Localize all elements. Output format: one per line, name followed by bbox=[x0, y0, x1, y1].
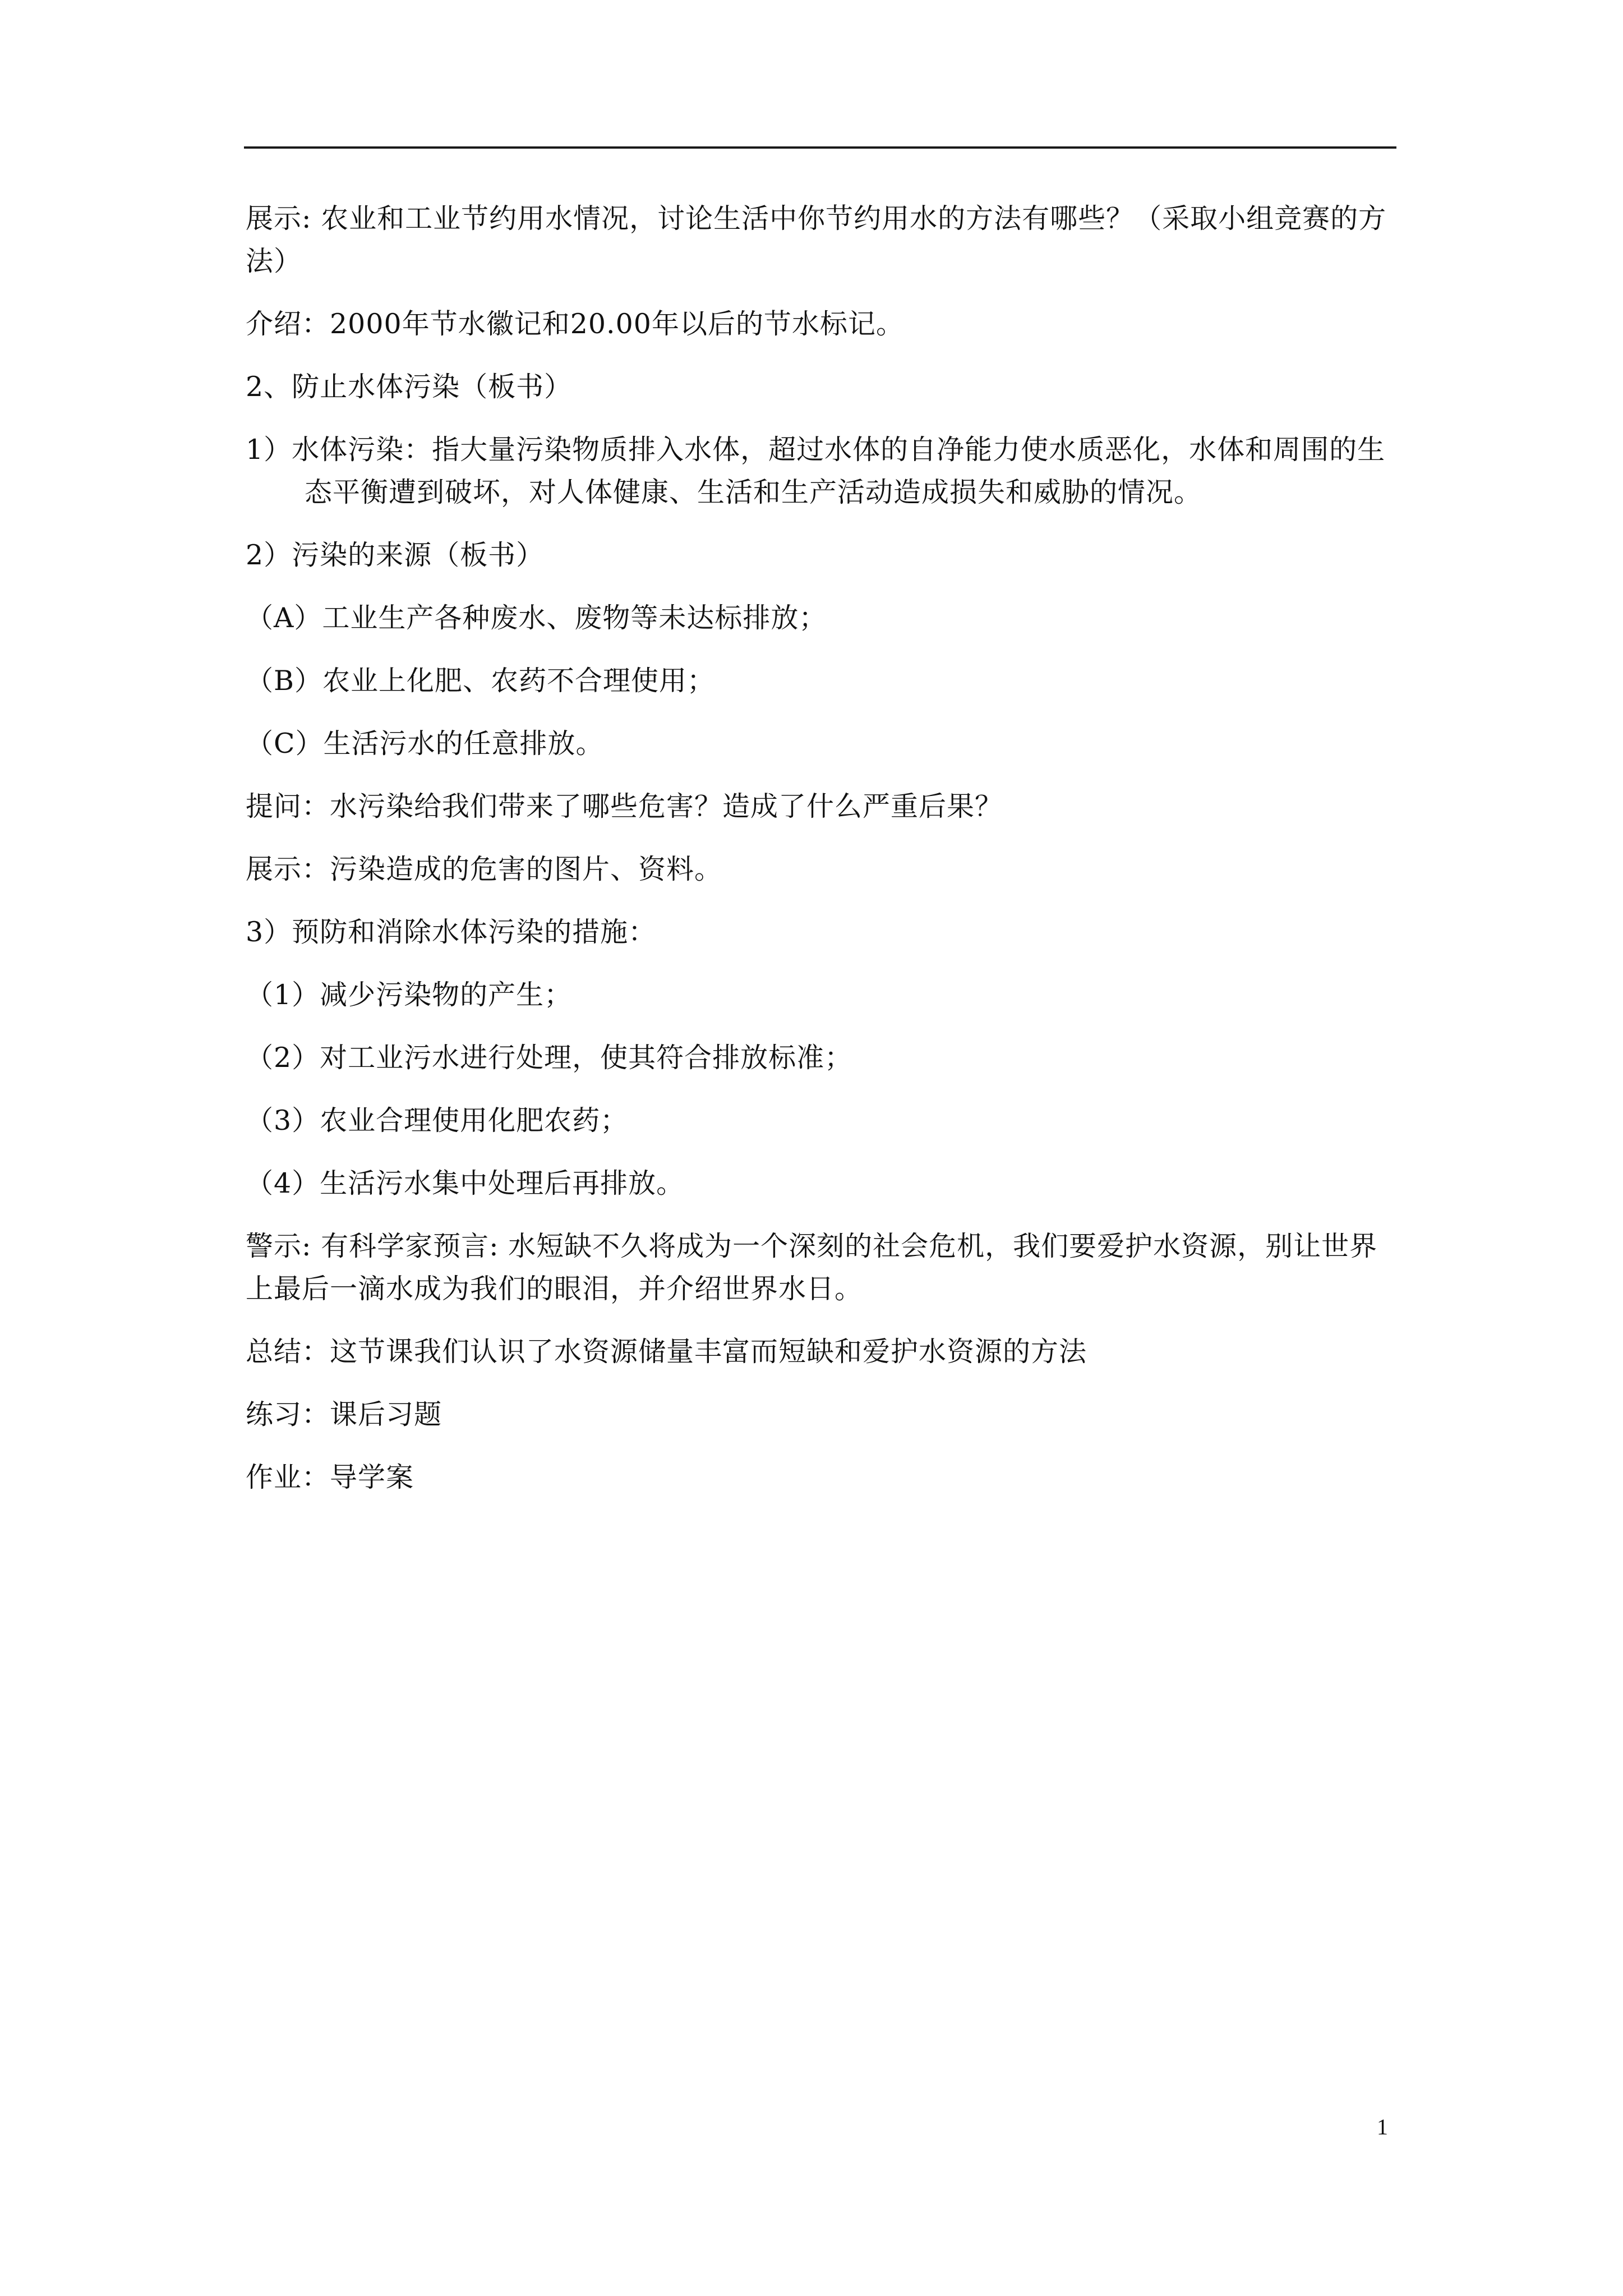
paragraph-introduce-logo: 介绍：2000年节水徽记和20.00年以后的节水标记。 bbox=[246, 308, 904, 340]
heading-pollution-sources: 2）污染的来源（板书） bbox=[246, 539, 545, 571]
paragraph-display-harm: 展示：污染造成的危害的图片、资料。 bbox=[246, 853, 723, 885]
list-item-measure-2: （2）对工业污水进行处理，使其符合排放标准； bbox=[246, 1042, 853, 1074]
heading-prevent-pollution: 2、防止水体污染（板书） bbox=[246, 371, 573, 403]
paragraph-homework: 作业：导学案 bbox=[246, 1461, 414, 1493]
paragraph-pollution-definition: 1）水体污染：指大量污染物质排入水体，超过水体的自净能力使水质恶化，水体和周围的生态平衡遭到破坏，对人体健康、生活和生产活动造成损失和威胁的情况。 bbox=[246, 434, 1386, 508]
list-item-source-a: （A）工业生产各种废水、废物等未达标排放； bbox=[246, 602, 827, 634]
heading-prevention-measures: 3）预防和消除水体污染的措施： bbox=[246, 916, 657, 948]
list-item-measure-4: （4）生活污水集中处理后再排放。 bbox=[246, 1167, 685, 1199]
document-body bbox=[246, 197, 1395, 1519]
paragraph-summary: 总结：这节课我们认识了水资源储量丰富而短缺和爱护水资源的方法 bbox=[246, 1336, 1087, 1368]
list-item-measure-3: （3）农业合理使用化肥农药； bbox=[246, 1105, 629, 1137]
list-item-measure-1: （1）减少污染物的产生； bbox=[246, 979, 573, 1011]
paragraph-display-water-saving: 展示: 农业和工业节约用水情况，讨论生活中你节约用水的方法有哪些？（采取小组竞赛的方法） bbox=[246, 203, 1387, 277]
header-rule bbox=[244, 146, 1396, 149]
paragraph-warning: 警示: 有科学家预言: 水短缺不久将成为一个深刻的社会危机，我们要爱护水资源，别让世界上最后一滴水成为我们的眼泪，并介绍世界水日。 bbox=[246, 1230, 1378, 1305]
paragraph-exercise: 练习：课后习题 bbox=[246, 1398, 442, 1430]
list-item-source-c: （C）生活污水的任意排放。 bbox=[246, 728, 604, 760]
list-item-source-b: （B）农业上化肥、农药不合理使用； bbox=[246, 665, 716, 697]
paragraph-question: 提问：水污染给我们带来了哪些危害？造成了什么严重后果？ bbox=[246, 790, 1003, 822]
page-number: 1 bbox=[1377, 2114, 1388, 2139]
